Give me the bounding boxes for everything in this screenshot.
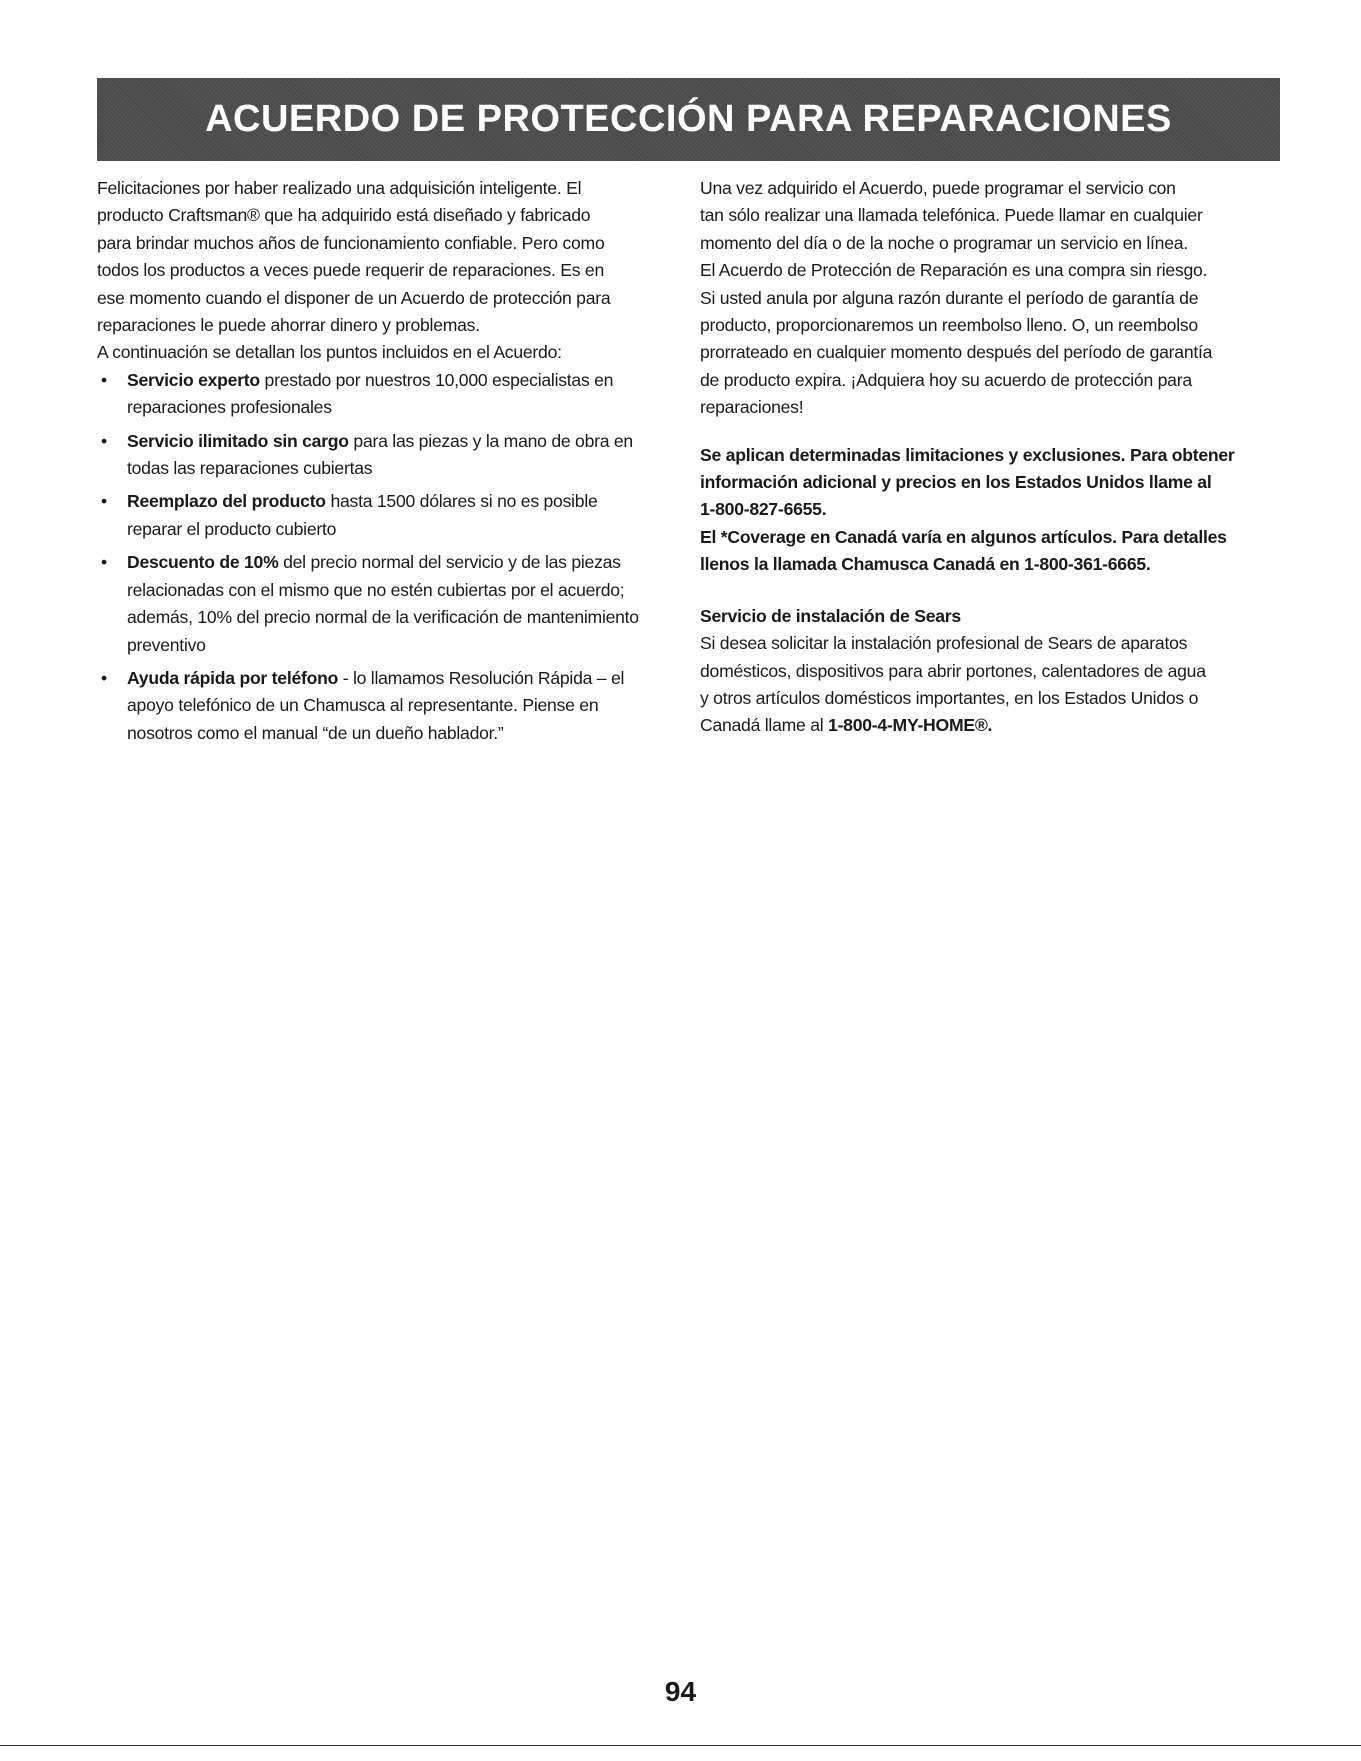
- text-line: El Acuerdo de Protección de Reparación es una compra sin riesgo.: [700, 260, 1208, 281]
- limitations-notice: [700, 442, 1280, 579]
- text-line: Si usted anula por alguna razón durante el período de garantía de: [700, 287, 1199, 308]
- text-line: Felicitaciones por haber realizado una adquisición inteligente. El: [97, 178, 582, 198]
- text-line: y otros artículos domésticos importantes, en los Estados Unidos o: [700, 687, 1199, 708]
- text-line: A continuación se detallan los puntos incluidos en el Acuerdo:: [97, 342, 562, 363]
- text-line: producto Craftsman® que ha adquirido está diseñado y fabricado: [97, 205, 591, 226]
- text-line: reparar el producto cubierto: [127, 518, 337, 539]
- text-line: reparaciones!: [700, 397, 804, 418]
- feature-list: [97, 367, 687, 747]
- text-line: domésticos, dispositivos para abrir portones, calentadores de agua: [700, 660, 1206, 681]
- right-column: [700, 175, 1280, 740]
- bullet-icon: •: [101, 369, 107, 390]
- bullet-icon: •: [101, 491, 107, 512]
- text-line: preventivo: [127, 634, 206, 655]
- feature-title: Servicio experto: [127, 369, 260, 390]
- text-line: todas las reparaciones cubiertas: [127, 458, 373, 479]
- text-line: apoyo telefónico de un Chamusca al representante. Piense en: [127, 695, 599, 716]
- footer-divider: [0, 1745, 1361, 1746]
- feature-title: Reemplazo del producto: [127, 491, 326, 512]
- text-line: además, 10% del precio normal de la verificación de mantenimiento: [127, 607, 639, 628]
- list-item: [97, 488, 687, 543]
- text-line: producto, proporcionaremos un reembolso lleno. O, un reembolso: [700, 315, 1198, 336]
- text-line: ese momento cuando el disponer de un Acuerdo de protección para: [97, 287, 611, 308]
- install-paragraph: [700, 630, 1280, 740]
- text-line: El *Coverage en Canadá varía en algunos artículos. Para detalles: [700, 526, 1227, 547]
- bullet-icon: •: [101, 552, 107, 573]
- title-banner: [97, 78, 1280, 161]
- phone-number: 1-800-4-MY-HOME®.: [828, 715, 993, 736]
- left-column: [97, 175, 687, 753]
- text-line: Si desea solicitar la instalación profesional de Sears de aparatos: [700, 633, 1188, 654]
- section-heading: Servicio de instalación de Sears: [700, 605, 961, 626]
- list-item: [97, 367, 687, 422]
- text-line: - lo llamamos Resolución Rápida – el: [338, 667, 625, 688]
- feature-title: Ayuda rápida por teléfono: [127, 667, 339, 688]
- intro-paragraph: [700, 175, 1280, 422]
- text-line: 1-800-827-6655.: [700, 499, 827, 520]
- text-line: prestado por nuestros 10,000 especialistas en: [259, 369, 614, 390]
- text-line: reparaciones le puede ahorrar dinero y problemas.: [97, 315, 480, 336]
- page-title: ACUERDO DE PROTECCIÓN PARA REPARACIONES: [205, 98, 1172, 140]
- list-item: [97, 549, 687, 659]
- text-line: relacionadas con el mismo que no estén cubiertas por el acuerdo;: [127, 579, 625, 600]
- text-line: momento del día o de la noche o programar un servicio en línea.: [700, 232, 1188, 253]
- text-line: hasta 1500 dólares si no es posible: [325, 491, 598, 512]
- text-line: para brindar muchos años de funcionamiento confiable. Pero como: [97, 232, 605, 253]
- feature-title: Servicio ilimitado sin cargo: [127, 430, 349, 451]
- intro-paragraph: [97, 175, 687, 367]
- text-line: Una vez adquirido el Acuerdo, puede programar el servicio con: [700, 178, 1176, 198]
- bullet-icon: •: [101, 430, 107, 451]
- list-item: [97, 428, 687, 483]
- feature-title: Descuento de 10%: [127, 552, 279, 573]
- text-line: llenos la llamada Chamusca Canadá en 1-800-361-6665.: [700, 554, 1151, 575]
- text-line: todos los productos a veces puede requerir de reparaciones. Es en: [97, 260, 604, 281]
- page-number: 94: [664, 1676, 697, 1707]
- text-line: del precio normal del servicio y de las piezas: [278, 552, 621, 573]
- text-line: reparaciones profesionales: [127, 397, 332, 418]
- text-line: nosotros como el manual “de un dueño hablador.”: [127, 722, 504, 743]
- text-line: de producto expira. ¡Adquiera hoy su acuerdo de protección para: [700, 369, 1192, 390]
- text-line: Se aplican determinadas limitaciones y exclusiones. Para obtener: [700, 444, 1235, 465]
- list-item: [97, 665, 687, 747]
- bullet-icon: •: [101, 667, 107, 688]
- text-line: prorrateado en cualquier momento después del período de garantía: [700, 342, 1213, 363]
- text-line: información adicional y precios en los Estados Unidos llame al: [700, 472, 1212, 493]
- text-line: tan sólo realizar una llamada telefónica. Puede llamar en cualquier: [700, 205, 1203, 226]
- text-line: Canadá llame al: [700, 715, 829, 736]
- text-line: para las piezas y la mano de obra en: [348, 430, 633, 451]
